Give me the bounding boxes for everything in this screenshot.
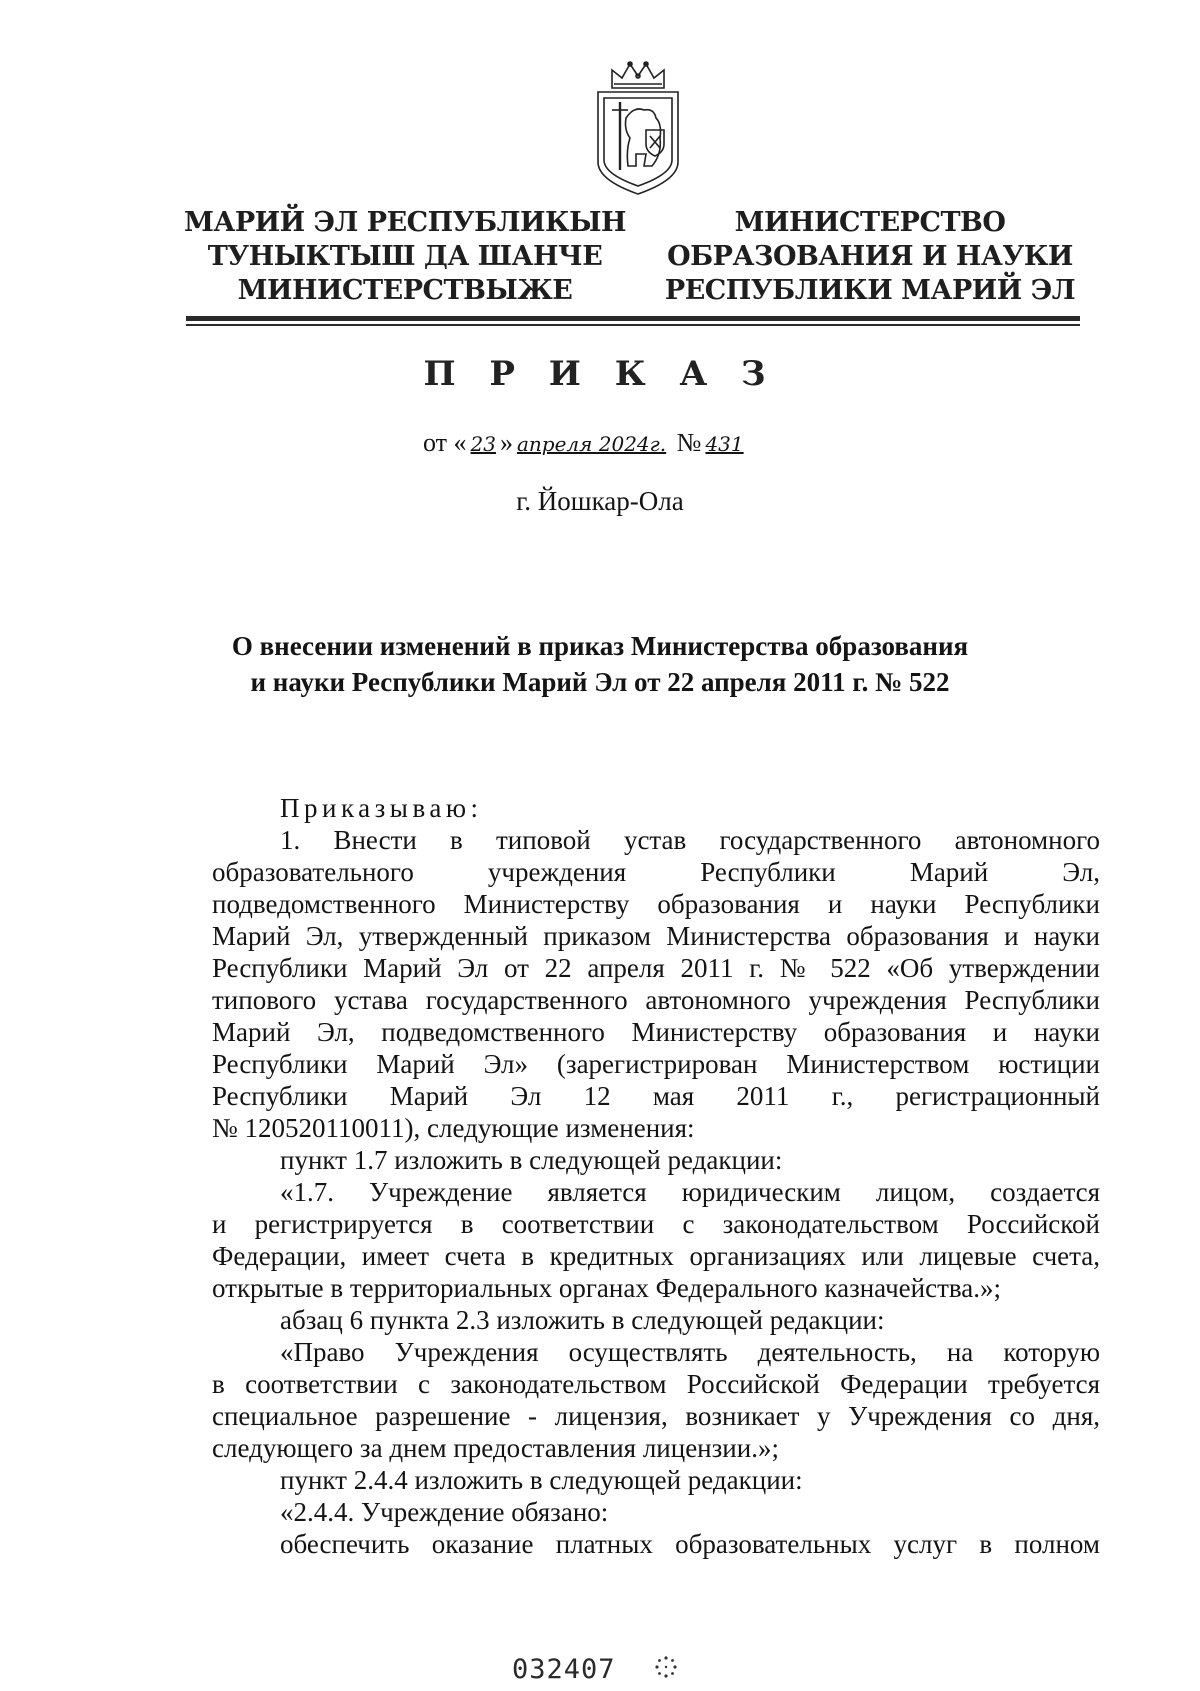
header-right-line: МИНИСТЕРСТВО <box>734 207 1006 238</box>
header-right-line: РЕСПУБЛИКИ МАРИЙ ЭЛ <box>664 275 1076 306</box>
body-line: в соответствии с законодательством Российской Федерации требуется <box>212 1369 1100 1399</box>
order-number-handwritten: 431 <box>705 432 744 456</box>
body-line: «1.7. Учреждение является юридическим лицом, создается <box>280 1177 1100 1207</box>
header-divider-thick <box>186 316 1080 321</box>
body-line: подведомственного Министерству образования и науки Республики <box>212 889 1100 919</box>
rosette-mark-icon <box>654 1655 678 1679</box>
body-line: Марий Эл, подведомственного Министерству образования и науки <box>212 1017 1100 1047</box>
date-day-handwritten: 23 <box>470 432 496 456</box>
order-date-number-line <box>423 428 748 458</box>
body-line: типового устава государственного автономного учреждения Республики <box>212 985 1100 1015</box>
body-line: специальное разрешение - лицензия, возникает у Учреждения со дня, <box>212 1401 1100 1431</box>
order-body <box>212 792 1100 1560</box>
header-russian-ministry-name <box>660 206 1080 308</box>
date-month-year-handwritten: апреля 2024г. <box>516 432 667 456</box>
body-intro: Приказываю: <box>280 793 483 823</box>
body-line: Республики Марий Эл» (зарегистрирован Министерством юстиции <box>212 1049 1100 1079</box>
body-line: № 120520110011), следующие изменения: <box>212 1113 695 1143</box>
city-name: г. Йошкар-Ола <box>516 486 684 516</box>
header-left-line: МИНИСТЕРСТВЫЖЕ <box>237 275 573 306</box>
order-subject <box>150 628 1050 700</box>
body-line: «2.4.4. Учреждение обязано: <box>280 1497 609 1527</box>
document-title: П Р И К А З <box>423 354 777 394</box>
number-label: № <box>676 428 702 457</box>
body-line: абзац 6 пункта 2.3 изложить в следующей редакции: <box>280 1305 885 1335</box>
body-line: Федерации, имеет счета в кредитных организациях или лицевые счета, <box>212 1241 1100 1271</box>
date-prefix: от « <box>423 428 467 457</box>
body-line: образовательного учреждения Республики Марий Эл, <box>212 857 1100 887</box>
header-right-line: ОБРАЗОВАНИЯ И НАУКИ <box>667 241 1073 272</box>
body-line: и регистрируется в соответствии с законодательством Российской <box>212 1209 1100 1239</box>
header-mari-ministry-name <box>175 206 635 308</box>
subject-line: и науки Республики Марий Эл от 22 апреля 2011 г. № 522 <box>250 667 950 697</box>
body-line: пункт 2.4.4 изложить в следующей редакции: <box>280 1465 803 1495</box>
date-quote-close: » <box>499 428 513 457</box>
header-left-line: МАРИЙ ЭЛ РЕСПУБЛИКЫН <box>183 207 627 238</box>
form-serial-number: 032407 <box>512 1654 616 1685</box>
body-line: пункт 1.7 изложить в следующей редакции: <box>280 1145 783 1175</box>
header-divider-thin <box>186 324 1080 326</box>
subject-line: О внесении изменений в приказ Министерства образования <box>231 631 969 661</box>
body-line: 1. Внести в типовой устав государственного автономного <box>280 825 1100 855</box>
body-line: обеспечить оказание платных образовательных услуг в полном <box>280 1529 1100 1559</box>
body-line: «Право Учреждения осуществлять деятельность, на которую <box>280 1337 1100 1367</box>
body-line: Республики Марий Эл от 22 апреля 2011 г. № 522 «Об утверждении <box>212 953 1100 983</box>
body-line: открытые в территориальных органах Федерального казначейства.»; <box>212 1273 1002 1303</box>
body-line: следующего за днем предоставления лицензии.»; <box>212 1433 779 1463</box>
coat-of-arms-emblem <box>590 58 686 198</box>
body-line: Марий Эл, утвержденный приказом Министерства образования и науки <box>212 921 1100 951</box>
header-left-line: ТУНЫКТЫШ ДА ШАНЧЕ <box>207 241 603 272</box>
body-line: Республики Марий Эл 12 мая 2011 г., регистрационный <box>212 1081 1100 1111</box>
